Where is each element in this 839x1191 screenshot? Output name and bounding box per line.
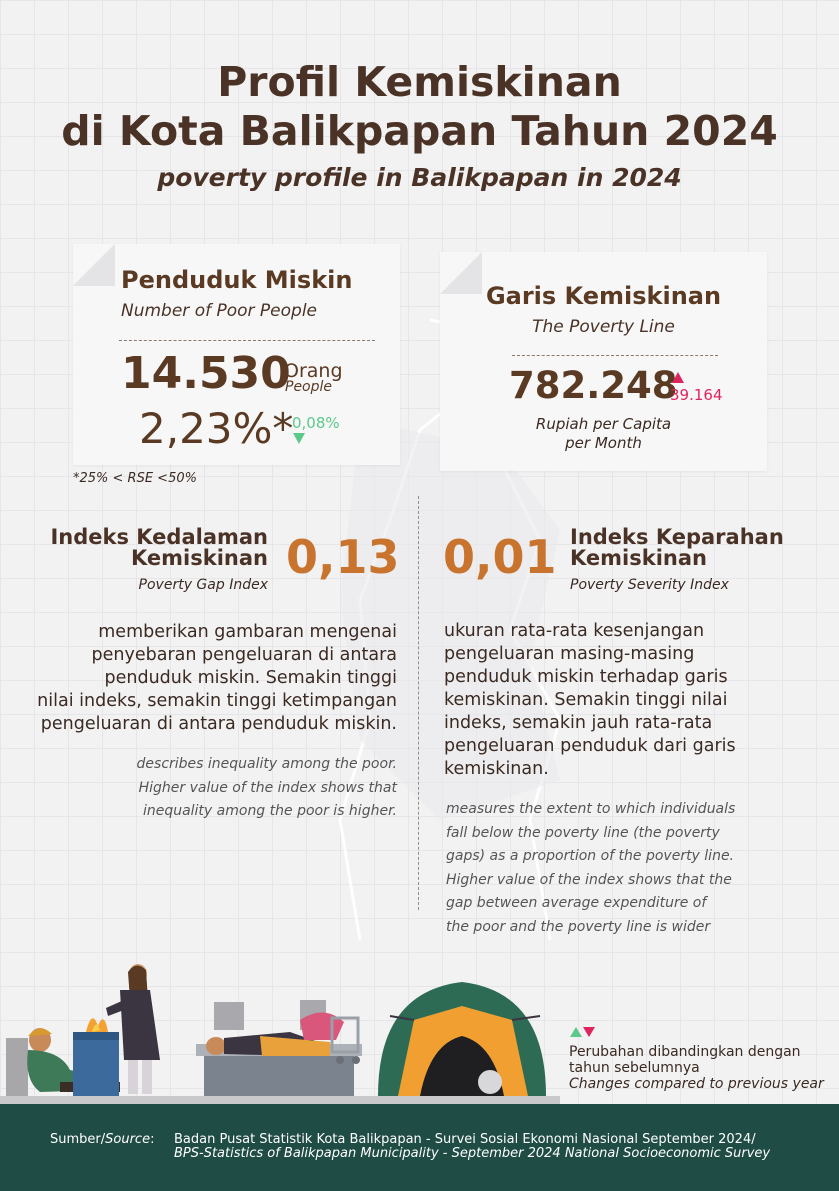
- poverty-line-card: [440, 252, 767, 471]
- homeless-illustration: [0, 960, 560, 1104]
- desc-en-line: describes inequality among the poor.: [136, 756, 397, 772]
- severity-index-value: 0,01: [443, 530, 557, 584]
- desc-line: penduduk miskin. Semakin tinggi: [104, 668, 397, 688]
- desc-en-line: inequality among the poor is higher.: [142, 803, 397, 819]
- desc-line: pengeluaran masing-masing: [444, 644, 695, 664]
- source-label-id: Sumber/: [50, 1132, 106, 1147]
- poor-people-change: 0,08%: [292, 414, 340, 432]
- poverty-line-change: 39.164: [670, 386, 723, 404]
- gap-index-title-1: Indeks Kedalaman: [50, 525, 268, 549]
- page-title-line1: Profil Kemiskinan: [217, 58, 622, 106]
- source-label-en: Source: [105, 1132, 151, 1147]
- desc-line: memberikan gambaran mengenai: [98, 622, 397, 642]
- page-title-line2: di Kota Balikpapan Tahun 2024: [61, 107, 778, 155]
- gap-index-title-2: Kemiskinan: [131, 546, 268, 570]
- section-divider: [418, 496, 419, 910]
- desc-en-line: gap between average expenditure of: [446, 895, 707, 911]
- severity-index-description: [444, 620, 824, 781]
- desc-line: kemiskinan.: [444, 759, 549, 779]
- legend-up-arrow-icon: [570, 1027, 582, 1037]
- severity-index-title-2: Kemiskinan: [570, 546, 707, 570]
- desc-line: kemiskinan. Semakin tinggi nilai: [444, 690, 728, 710]
- legend-english: Changes compared to previous year: [569, 1076, 824, 1092]
- gap-index-description: [20, 621, 397, 736]
- desc-line: pengeluaran penduduk dari garis: [444, 736, 736, 756]
- desc-line: nilai indeks, semakin tinggi ketimpangan: [37, 691, 397, 711]
- poor-people-unit-en: People: [285, 379, 333, 395]
- desc-line: ukuran rata-rata kesenjangan: [444, 621, 705, 641]
- poverty-line-subtitle: The Poverty Line: [532, 317, 675, 337]
- source-indonesian: Badan Pusat Statistik Kota Balikpapan - Survei Sosial Ekonomi Nasional September 2024/: [174, 1132, 756, 1147]
- card-divider: [512, 355, 718, 356]
- poor-people-unit: Orang: [284, 360, 343, 382]
- desc-line: penduduk miskin terhadap garis: [444, 667, 728, 687]
- gap-index-value: 0,13: [286, 530, 400, 584]
- source-english: BPS-Statistics of Balikpapan Municipality - September 2024 National Socioeconomic Survey: [174, 1146, 771, 1161]
- increase-arrow-icon: [672, 372, 684, 383]
- poor-people-subtitle: Number of Poor People: [121, 301, 318, 321]
- gap-index-subtitle: Poverty Gap Index: [138, 577, 268, 593]
- poor-people-card: [73, 244, 400, 465]
- desc-line: pengeluaran di antara penduduk miskin.: [40, 714, 397, 734]
- card-fold-corner: [73, 244, 115, 286]
- poor-people-percent: 2,23%*: [139, 404, 294, 453]
- source-label-colon: :: [150, 1132, 155, 1147]
- severity-index-description-en: [446, 798, 826, 939]
- desc-en-line: Higher value of the index shows that the: [446, 871, 732, 888]
- source-footer: [0, 1104, 839, 1191]
- rse-footnote: *25% < RSE <50%: [73, 471, 197, 486]
- poor-people-title: Penduduk Miskin: [121, 266, 353, 294]
- card-divider: [119, 340, 375, 341]
- desc-line: penyebaran pengeluaran di antara: [91, 645, 397, 665]
- legend-line-2: tahun sebelumnya: [569, 1060, 700, 1076]
- desc-en-line: the poor and the poverty line is wider: [446, 918, 711, 935]
- legend-line-1: Perubahan dibandingkan dengan: [569, 1044, 801, 1060]
- decrease-arrow-icon: [293, 433, 305, 444]
- desc-en-line: fall below the poverty line (the poverty: [446, 824, 720, 841]
- poor-people-count: 14.530: [121, 348, 291, 399]
- poverty-line-unit-2: per Month: [565, 434, 642, 452]
- desc-en-line: Higher value of the index shows that: [138, 779, 397, 796]
- gap-index-description-en: [60, 753, 397, 824]
- page-subtitle: poverty profile in Balikpapan in 2024: [157, 163, 682, 192]
- poverty-line-value: 782.248: [509, 364, 678, 407]
- legend-down-arrow-icon: [583, 1027, 595, 1037]
- desc-en-line: measures the extent to which individuals: [446, 801, 736, 817]
- severity-index-subtitle: Poverty Severity Index: [570, 577, 729, 593]
- poverty-line-title: Garis Kemiskinan: [485, 282, 722, 310]
- desc-en-line: gaps) as a proportion of the poverty line.: [446, 848, 735, 864]
- poverty-line-unit-1: Rupiah per Capita: [535, 415, 672, 433]
- desc-line: indeks, semakin jauh rata-rata: [444, 713, 713, 733]
- severity-index-title-1: Indeks Keparahan: [570, 525, 784, 549]
- source-label: [50, 1132, 154, 1147]
